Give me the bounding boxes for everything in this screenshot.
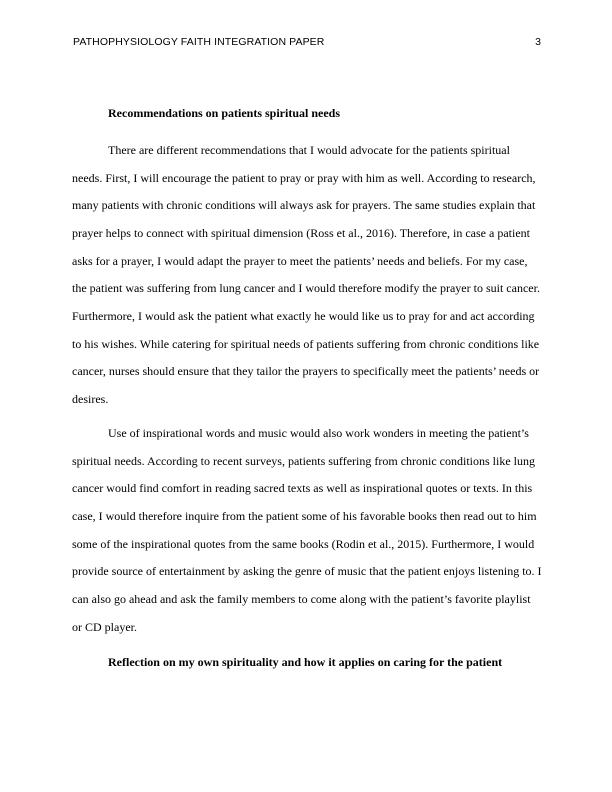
page-number: 3 [535,36,541,48]
paragraph-text: Use of inspirational words and music would also work wonders in meeting the patient’s spiritual needs. According to recent surveys, patients suffering from chronic conditions like lung cancer would find comfort in reading sacred texts as well as inspirational quotes or texts. In this case, I would therefore inquire from the patient some of his favorable books then read out to him some of the inspirational quotes from the same books (Rodin et al., 2015). Furthermore, I would provide source of entertainment by asking the genre of music that the patient enjoys listening to. I can also go ahead and ask the family members to come along with the patient’s favorite playlist or CD player. [72,426,542,634]
running-head: PATHOPHYSIOLOGY FAITH INTEGRATION PAPER [73,36,325,48]
body-paragraph [72,137,542,414]
paragraph-text: There are different recommendations that I would advocate for the patients spiritual needs. First, I will encourage the patient to pray or pray with him as well. According to research, many patients with chronic conditions will always ask for prayers. The same studies explain that prayer helps to connect with spiritual dimension (Ross et al., 2016). Therefore, in case a patient asks for a prayer, I would adapt the prayer to meet the patients’ needs and beliefs. For my case, the patient was suffering from lung cancer and I would therefore modify the prayer to suit cancer. Furthermore, I would ask the patient what exactly he would like us to pray for and act according to his wishes. While catering for spiritual needs of patients suffering from chronic conditions like cancer, nurses should ensure that they tailor the prayers to specifically meet the patients’ needs or desires. [72,143,540,406]
section-heading-reflection: Reflection on my own spirituality and how it applies on caring for the patient [108,655,503,669]
section-heading-recommendations: Recommendations on patients spiritual needs [108,106,341,120]
body-paragraph [72,420,542,641]
